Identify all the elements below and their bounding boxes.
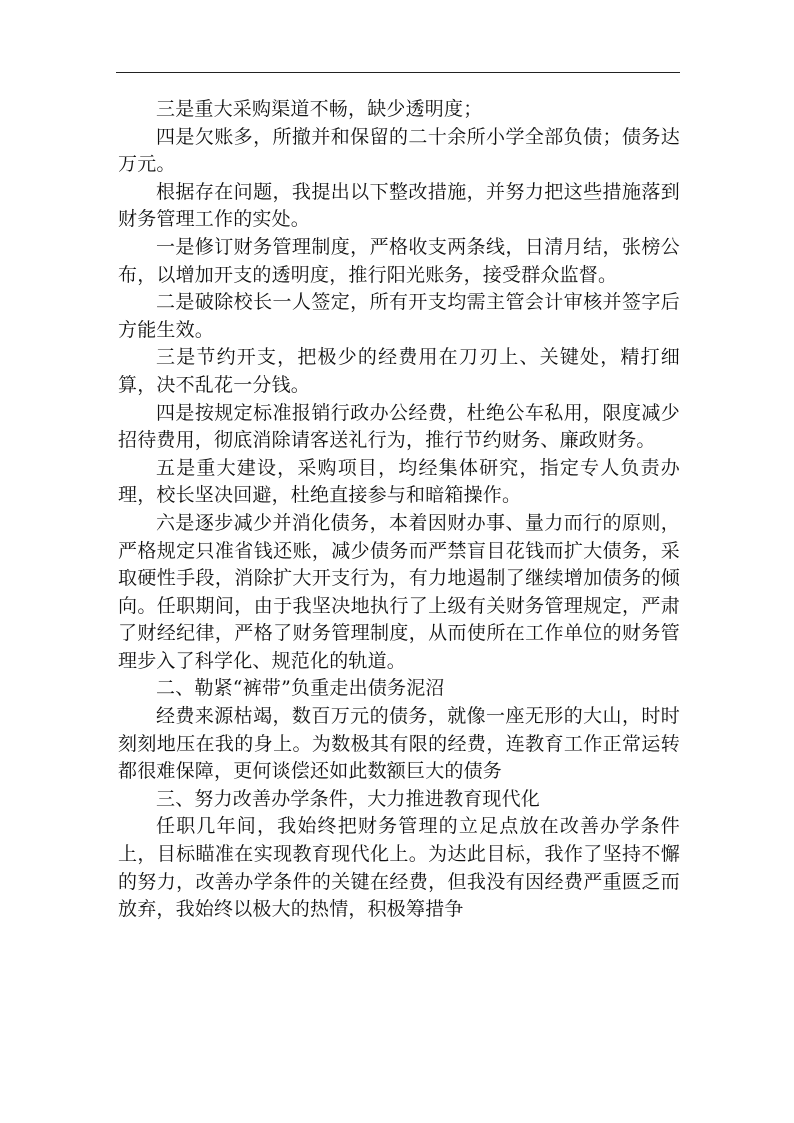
paragraph: 六是逐步减少并消化债务，本着因财办事、量力而行的原则，严格规定只准省钱还账，减少债务而严禁盲目花钱而扩大债务，采取硬性手段，消除扩大开支行为，有力地遏制了继续增加债务的倾向。任职期间，由于我坚决地执行了上级有关财务管理规定，严肃了财经纪律，严格了财务管理制度，从而使所在工作单位的财务管理步入了科学化、规范化的轨道。 (118, 511, 680, 672)
section-heading: 二、勒紧“裤带”负重走出债务泥沼 (156, 677, 445, 700)
paragraph: 四是按规定标准报销行政办公经费，杜绝公车私用，限度减少招待费用，彻底消除请客送礼行为，推行节约财务、廉政财务。 (118, 401, 680, 452)
paragraph: 经费来源枯竭，数百万元的债务，就像一座无形的大山，时时刻刻地压在我的身上。为数极其有限的经费，连教育工作正常运转都很难保障，更何谈偿还如此数额巨大的债务 (118, 705, 680, 783)
header-rule (116, 72, 680, 73)
paragraph: 四是欠账多，所撤并和保留的二十余所小学全部负债；债务达万元。 (118, 125, 680, 176)
paragraph: 任职几年间，我始终把财务管理的立足点放在改善办学条件上，目标瞄准在实现教育现代化上。为达此目标，我作了坚持不懈的努力，改善办学条件的关键在经费，但我没有因经费严重匮乏而放弃，我始终以极大的热情，积极筹措争 (118, 815, 680, 921)
paragraph: 二是破除校长一人签定，所有开支均需主管会计审核并签字后方能生效。 (118, 291, 680, 341)
paragraph: 三是节约开支，把极少的经费用在刀刃上、关键处，精打细算，决不乱花一分钱。 (118, 346, 680, 396)
paragraph: 五是重大建设，采购项目，均经集体研究，指定专人负责办理，校长坚决回避，杜绝直接参与和暗箱操作。 (118, 456, 680, 507)
section-heading: 三、努力改善办学条件，大力推进教育现代化 (156, 787, 541, 810)
paragraph: 一是修订财务管理制度，严格收支两条线，日清月结，张榜公布，以增加开支的透明度，推行阳光账务，接受群众监督。 (118, 235, 680, 286)
paragraph: 根据存在问题，我提出以下整改措施，并努力把这些措施落到财务管理工作的实处。 (118, 180, 680, 231)
paragraph: 三是重大采购渠道不畅，缺少透明度； (156, 98, 483, 120)
body-text (118, 96, 680, 924)
